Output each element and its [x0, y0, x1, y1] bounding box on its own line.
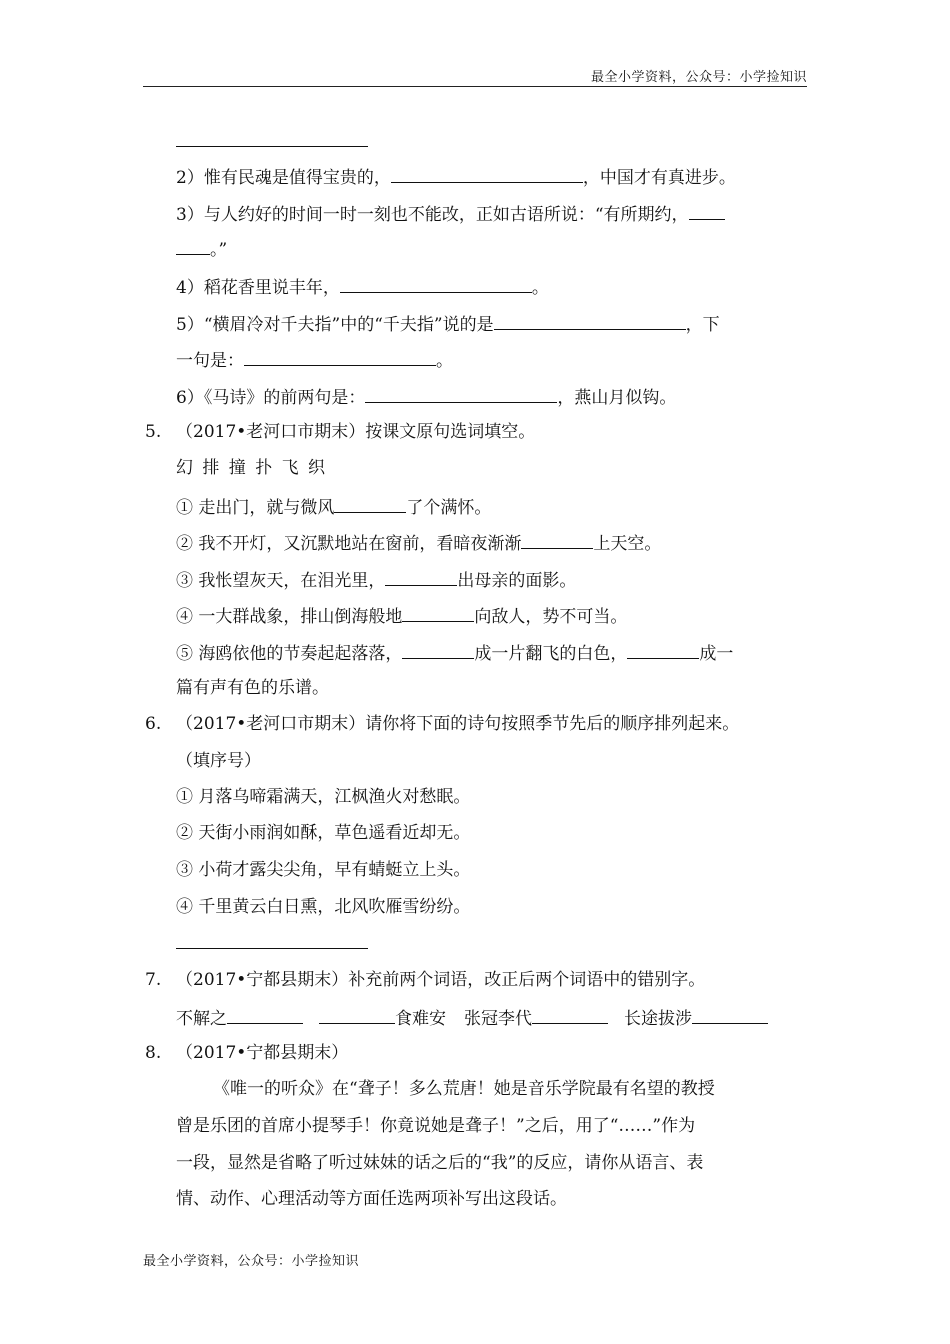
item-6-text: 6）《马诗》的前两句是： [176, 388, 366, 408]
q5-s3-text: ③ 我怅望灰天，在泪光里， [176, 571, 386, 591]
q5-sentence-5-cont: 篇有声有色的乐谱。 [176, 678, 329, 698]
item-4-text: 4）稻花香里说丰年， [176, 278, 340, 298]
item-5-tail: 。 [436, 351, 453, 371]
question-5-number: 5. [145, 422, 162, 442]
q5-s2-tail: 上天空。 [593, 534, 662, 554]
answer-line [176, 948, 368, 949]
q5-sentence-5 [176, 640, 733, 665]
question-8-number: 8. [145, 1043, 162, 1063]
item-3 [176, 201, 725, 226]
question-8-stem: （2017•宁都县期末） [176, 1043, 349, 1063]
answer-blank [532, 1005, 608, 1024]
poem-line-3: ③ 小荷才露尖尖角，早有蜻蜓立上头。 [176, 860, 471, 880]
item-5 [176, 311, 720, 336]
poem-line-1: ① 月落乌啼霜满天，江枫渔火对愁眠。 [176, 787, 471, 807]
q5-sentence-2 [176, 530, 661, 555]
item-2-tail: ，中国才有真进步。 [582, 168, 736, 188]
answer-blank [176, 236, 210, 255]
answer-blank [521, 530, 593, 549]
answer-blank [340, 274, 532, 293]
q5-s5-mid: 成一片翻飞的白色， [474, 644, 628, 664]
answer-blank [402, 640, 474, 659]
answer-blank [385, 567, 457, 586]
poem-line-2: ② 天街小雨润如酥，草色遥看近却无。 [176, 823, 471, 843]
q5-sentence-1 [176, 494, 491, 519]
item-3-text: 3）与人约好的时间一时一刻也不能改，正如古语所说：“有所期约， [176, 205, 689, 225]
answer-blank [391, 164, 583, 183]
q8-paragraph-line-3: 一段，显然是省略了听过妹妹的话之后的“我”的反应，请你从语言、表 [176, 1153, 704, 1173]
q7-word-3: 张冠李代 [464, 1009, 532, 1029]
question-7-number: 7. [145, 970, 162, 990]
header-text: 最全小学资料，公众号：小学捡知识 [590, 70, 807, 85]
q8-paragraph-line-4: 情、动作、心理活动等方面任选两项补写出这段话。 [176, 1189, 567, 1209]
item-6-tail: ，燕山月似钩。 [557, 388, 677, 408]
answer-blank [319, 1005, 395, 1024]
q8-paragraph-line-1: 《唯一的听众》在“聋子！多么荒唐！她是音乐学院最有名望的教授 [213, 1079, 715, 1099]
item-3-tail: 。” [210, 240, 228, 260]
q8-paragraph-line-2: 曾是乐团的首席小提琴手！你竟说她是聋子！”之后，用了“……”作为 [176, 1116, 696, 1136]
question-6-stem: （2017•老河口市期末）请你将下面的诗句按照季节先后的顺序排列起来。 [176, 714, 740, 734]
item-6 [176, 384, 676, 409]
word-bank: 幻 排 撞 扑 飞 织 [176, 458, 328, 478]
answer-blank [402, 603, 474, 622]
q5-s3-tail: 出母亲的面影。 [457, 571, 577, 591]
answer-line [176, 146, 368, 147]
answer-blank [627, 640, 699, 659]
item-2 [176, 164, 736, 189]
footer-text: 最全小学资料，公众号：小学捡知识 [143, 1254, 360, 1269]
item-5-text: 5）“横眉冷对千夫指”中的“千夫指”说的是 [176, 315, 494, 335]
item-4-tail: 。 [531, 278, 549, 298]
question-6-number: 6. [145, 714, 162, 734]
q7-word-2: 食难安 [395, 1009, 446, 1029]
answer-blank [494, 311, 686, 330]
question-7-stem: （2017•宁都县期末）补充前两个词语，改正后两个词语中的错别字。 [176, 970, 706, 990]
q5-sentence-3 [176, 567, 576, 592]
q5-s1-tail: 了个满怀。 [406, 498, 492, 518]
item-5-next: 一句是： [176, 351, 244, 371]
q5-s4-text: ④ 一大群战象，排山倒海般地 [176, 607, 403, 627]
q7-word-1: 不解之 [176, 1009, 227, 1029]
answer-blank [689, 201, 725, 220]
q5-sentence-4 [176, 603, 627, 628]
header-rule [143, 86, 807, 87]
item-5-mid: ，下 [685, 315, 720, 335]
answer-blank [227, 1005, 303, 1024]
q5-s2-text: ② 我不开灯，又沉默地站在窗前，看暗夜渐渐 [176, 534, 522, 554]
item-2-text: 2）惟有民魂是值得宝贵的， [176, 168, 391, 188]
item-4 [176, 274, 549, 299]
q5-s5-text: ⑤ 海鸥依他的节奏起起落落， [176, 644, 403, 664]
answer-blank [244, 347, 436, 366]
q7-word-4: 长途拔涉 [624, 1009, 692, 1029]
poem-line-4: ④ 千里黄云白日熏，北风吹雁雪纷纷。 [176, 897, 471, 917]
q5-s5-end: 成一 [699, 644, 734, 664]
answer-blank [334, 494, 406, 513]
q5-s1-text: ① 走出门，就与微风 [176, 498, 335, 518]
question-5-stem: （2017•老河口市期末）按课文原句选词填空。 [176, 422, 536, 442]
answer-blank [365, 384, 557, 403]
q5-s4-tail: 向敌人，势不可当。 [474, 607, 628, 627]
question-6-note: （填序号） [176, 751, 261, 771]
q7-words [176, 1005, 768, 1030]
item-3-cont [176, 236, 227, 261]
answer-blank [692, 1005, 768, 1024]
item-5-cont [176, 347, 453, 372]
